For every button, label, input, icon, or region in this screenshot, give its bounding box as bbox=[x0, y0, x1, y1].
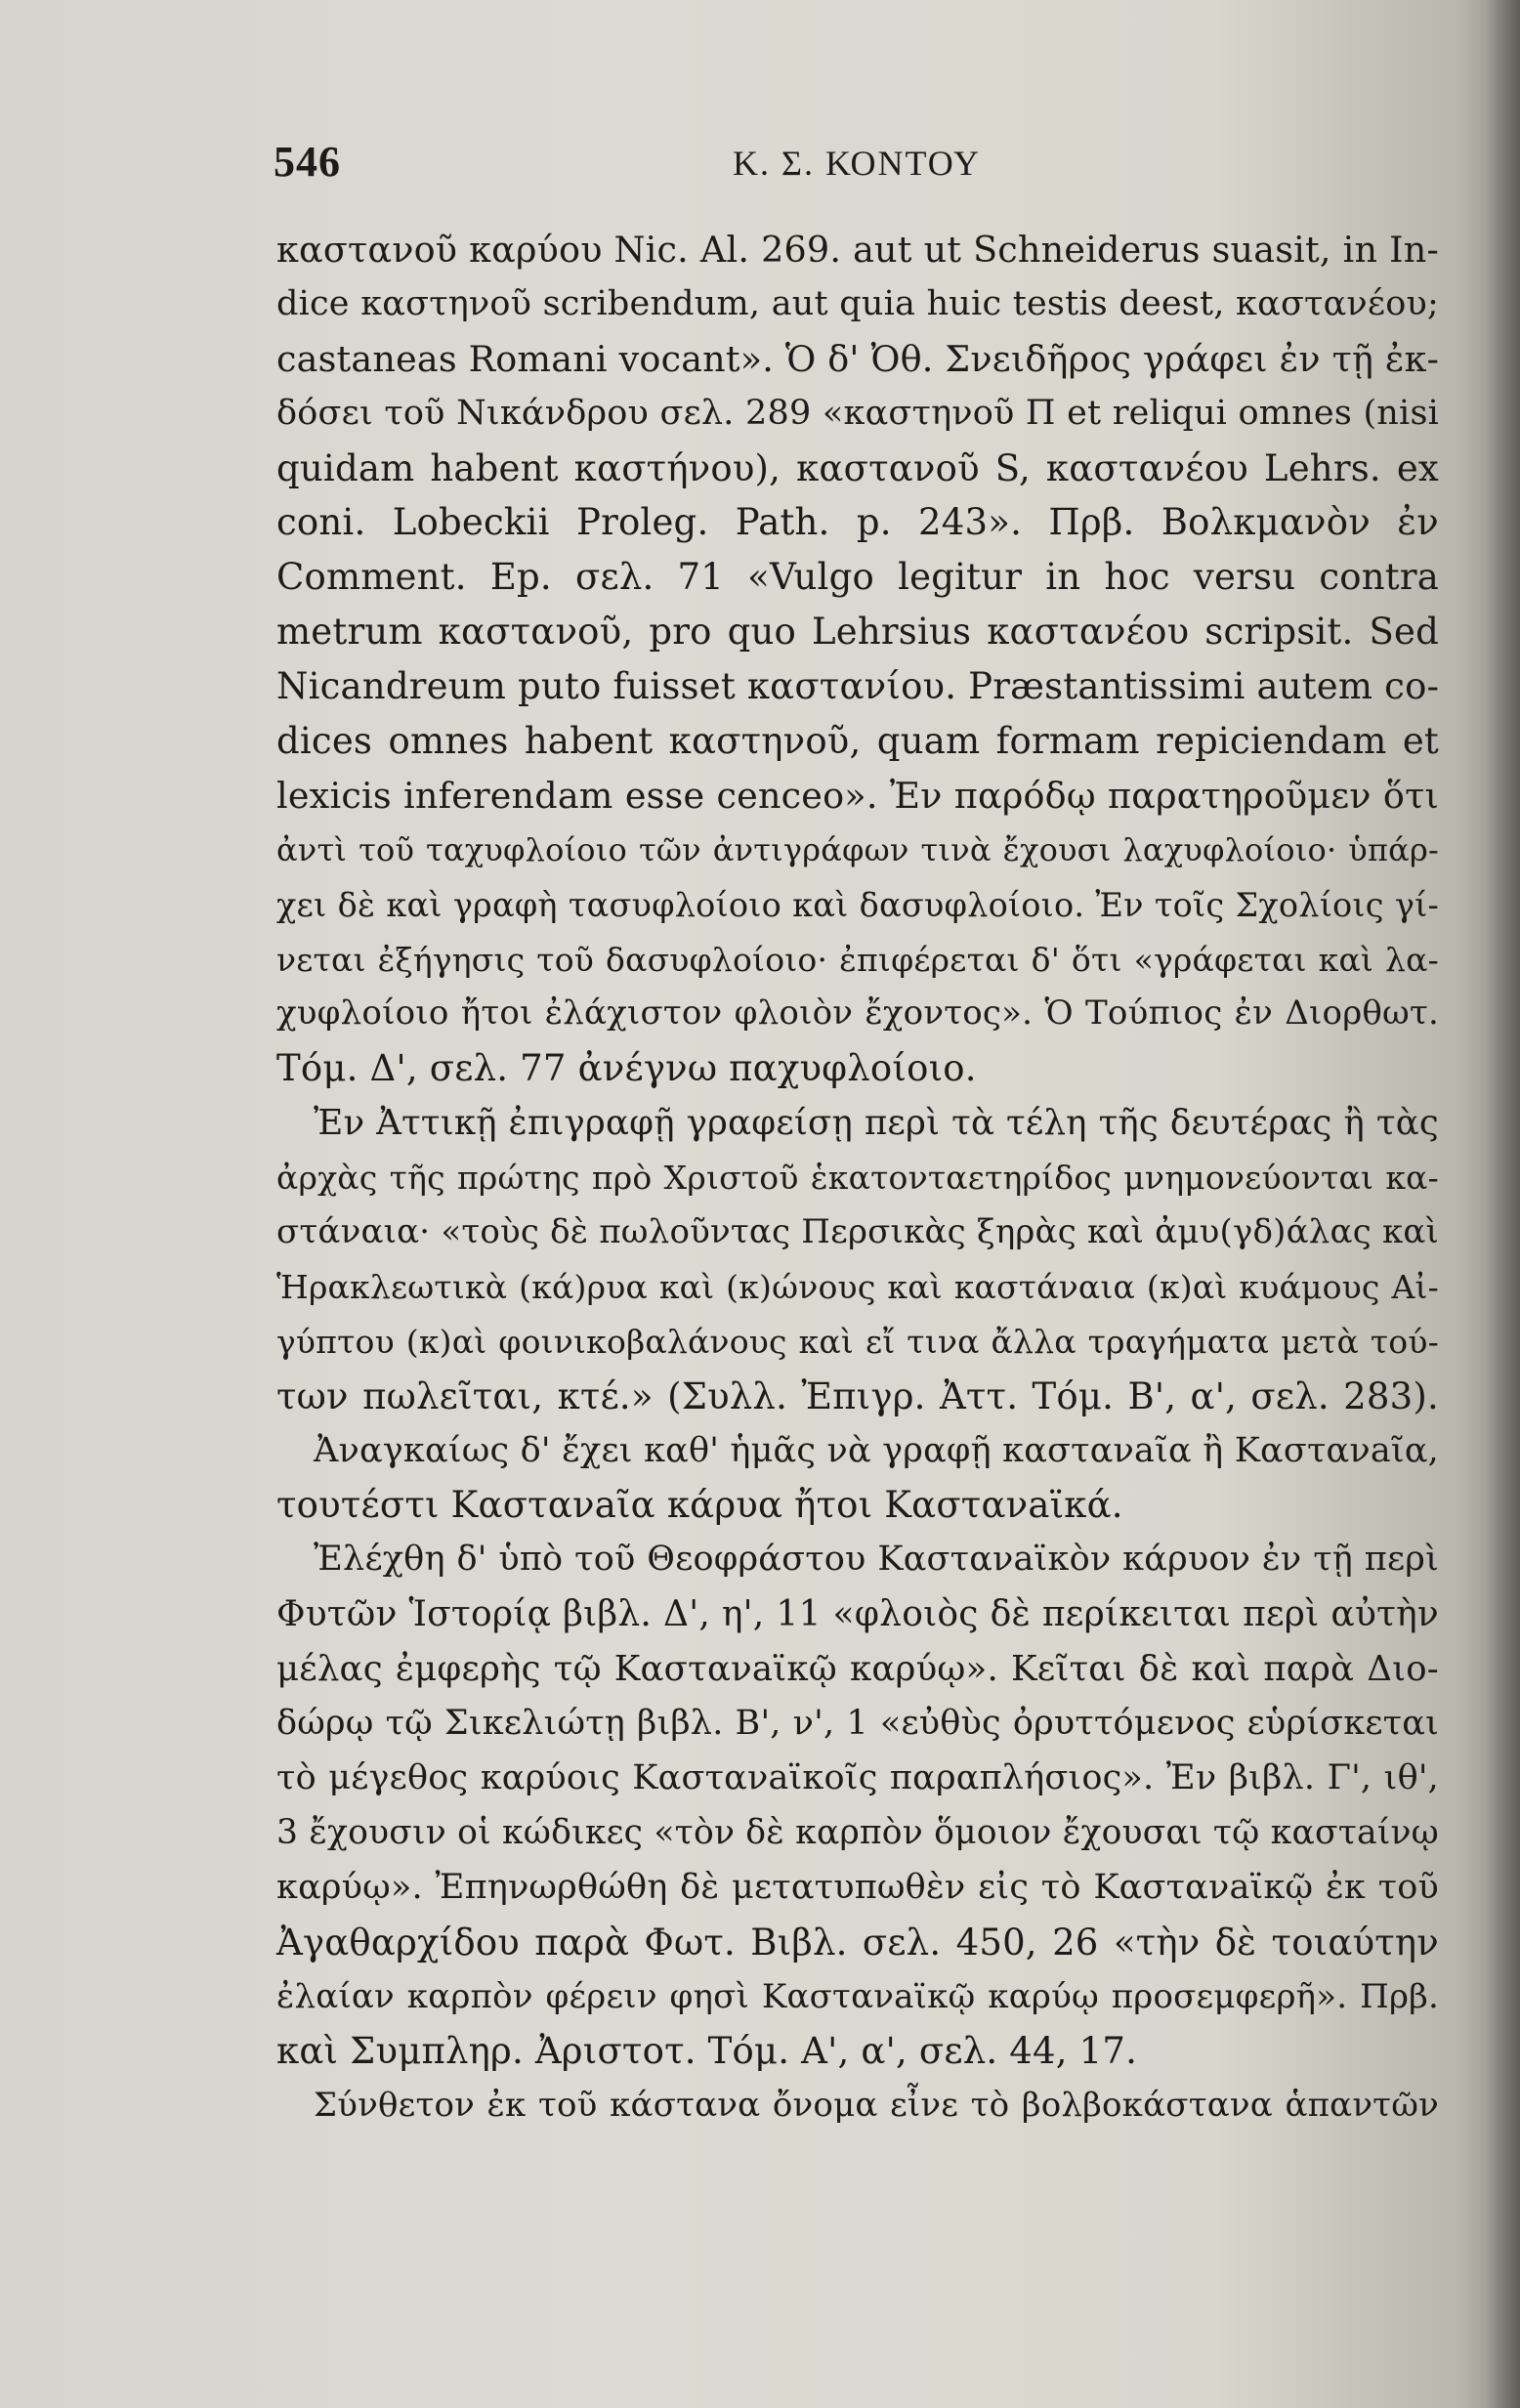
text-line: dices omnes habent καστηνοῦ, quam formam repiciendam et bbox=[276, 720, 1439, 763]
text-line: των πωλεῖται, κτέ.» (Συλλ. Ἐπιγρ. Ἀττ. Τόμ. Β', α', σελ. 283). bbox=[276, 1374, 1439, 1417]
text-line: δόσει τοῦ Νικάνδρου σελ. 289 «καστηνοῦ Π et reliqui omnes (nisi bbox=[276, 393, 1439, 433]
text-line: ἀντὶ τοῦ ταχυφλοίοιο τῶν ἀντιγράφων τινὰ ἔχουσι λαχυφλοίοιο· ὑπάρ- bbox=[276, 830, 1439, 868]
text-line: Φυτῶν Ἱστορίᾳ βιβλ. Δ', η', 11 «φλοιὸς δὲ περίκειται περὶ αὐτὴν bbox=[276, 1594, 1439, 1635]
text-line: Ἀναγκαίως δ' ἔχει καθ' ἡμᾶς νὰ γραφῇ καστανaῖα ἢ Καστανaῖα, bbox=[314, 1430, 1439, 1470]
text-line: γύπτου (κ)αὶ φοινικοβαλάνους καὶ εἴ τινα ἄλλα τραγήματα μετὰ τού- bbox=[276, 1322, 1439, 1361]
text-line: metrum καστανοῦ, pro quo Lehrsius καστανέου scripsit. Sed bbox=[276, 611, 1439, 654]
body-text bbox=[276, 223, 1439, 2133]
text-line: Nicandreum puto fuisset καστανίου. Præstantissimi autem co- bbox=[276, 665, 1440, 708]
text-line: quidam habent καστήνου), καστανοῦ S, καστανέου Lehrs. ex bbox=[276, 446, 1439, 489]
text-line: ἀρχὰς τῆς πρώτης πρὸ Χριστοῦ ἑκατονταετηρίδος μνημονεύονται κα- bbox=[276, 1159, 1439, 1198]
text-line: Ἐλέχθη δ' ὑπὸ τοῦ Θεοφράστου Καστανaϊκὸν κάρυον ἐν τῇ περὶ bbox=[314, 1540, 1439, 1580]
text-line: coni. Lobeckii Proleg. Path. p. 243». Πρβ. Βολκμανὸν ἐν bbox=[276, 501, 1439, 544]
text-line: στάναια· «τοὺς δὲ πωλοῦντας Περσικὰς ξηρὰς καὶ ἀμυ(γδ)άλας καὶ bbox=[276, 1212, 1440, 1252]
text-line: castaneas Romani vocant». Ὁ δ' Ὀθ. Σνειδῆρος γράφει ἐν τῇ ἐκ- bbox=[276, 337, 1440, 380]
text-line: τὸ μέγεθος καρύοις Καστανaϊκοῖς παραπλήσιος». Ἐν βιβλ. Γ', ιθ', bbox=[276, 1757, 1439, 1797]
text-line: καὶ Συμπληρ. Ἀριστοτ. Τόμ. Α', α', σελ. 44, 17. bbox=[276, 2030, 1138, 2073]
page-number: 546 bbox=[274, 138, 341, 186]
text-line: Ἐν Ἀττικῇ ἐπιγραφῇ γραφείσῃ περὶ τὰ τέλη τῆς δευτέρας ἢ τὰς bbox=[314, 1103, 1439, 1144]
text-line: δώρῳ τῷ Σικελιώτῃ βιβλ. Β', ν', 1 «εὐθὺς ὀρυττόμενος εὑρίσκεται bbox=[276, 1704, 1439, 1744]
text-line: lexicis inferendam esse cenceo». Ἐν παρόδῳ παρατηροῦμεν ὅτι bbox=[276, 774, 1439, 817]
text-line: χυφλοίοιο ἤτοι ἐλάχιστον φλοιὸν ἔχοντος». Ὁ Τούπιος ἐν Διορθωτ. bbox=[276, 993, 1439, 1034]
text-line: Comment. Ep. σελ. 71 «Vulgo legitur in hoc versu contra bbox=[276, 556, 1439, 599]
text-line: 3 ἔχουσιν οἱ κώδικες «τὸν δὲ καρπὸν ὅμοιον ἔχουσαι τῷ καστaίνῳ bbox=[276, 1812, 1439, 1852]
text-line: τουτέστι Καστανaῖα κάρυα ἤτοι Καστανaϊκά. bbox=[276, 1484, 1123, 1527]
text-line: καρύῳ». Ἐπηνωρθώθη δὲ μετατυπωθὲν εἰς τὸ Καστανaϊκῷ ἐκ τοῦ bbox=[276, 1867, 1439, 1907]
running-head: Κ. Σ. ΚΟΝΤΟΥ bbox=[733, 144, 982, 183]
text-line: Τόμ. Δ', σελ. 77 ἀνέγνω παχυφλοίοιο. bbox=[276, 1047, 977, 1090]
spine-shadow bbox=[1485, 0, 1520, 2408]
text-line: μέλας ἐμφερὴς τῷ Καστανaϊκῷ καρύῳ». Κεῖται δὲ καὶ παρὰ Διο- bbox=[276, 1649, 1439, 1690]
text-line: ἐλαίαν καρπὸν φέρειν φησὶ Καστανaϊκῷ καρύῳ προσεμφερῆ». Πρβ. bbox=[276, 1976, 1439, 2016]
text-line: νεται ἐξήγησις τοῦ δασυφλοίοιο· ἐπιφέρεται δ' ὅτι «γράφεται καὶ λα- bbox=[276, 940, 1439, 979]
text-line: Σύνθετον ἐκ τοῦ κάστανα ὄνομα εἶνε τὸ βολβοκάστανα ἁπαντῶν bbox=[314, 2086, 1439, 2126]
text-line: Ἡρακλεωτικὰ (κά)ρυα καὶ (κ)ώνους καὶ καστάναια (κ)αὶ κυάμους Αἰ- bbox=[276, 1267, 1439, 1306]
text-line: χει δὲ καὶ γραφὴ τασυφλοίοιο καὶ δασυφλοίοιο. Ἐν τοῖς Σχολίοις γί- bbox=[276, 885, 1439, 924]
page-header bbox=[274, 137, 1426, 195]
text-line: καστανοῦ καρύου Nic. Al. 269. aut ut Schneiderus suasit, in In- bbox=[276, 229, 1439, 271]
text-line: Ἀγαθαρχίδου παρὰ Φωτ. Βιβλ. σελ. 450, 26 «τὴν δὲ τοιαύτην bbox=[276, 1921, 1439, 1964]
text-line: dice καστηνοῦ scribendum, aut quia huic testis deest, καστανέου; bbox=[276, 283, 1439, 323]
